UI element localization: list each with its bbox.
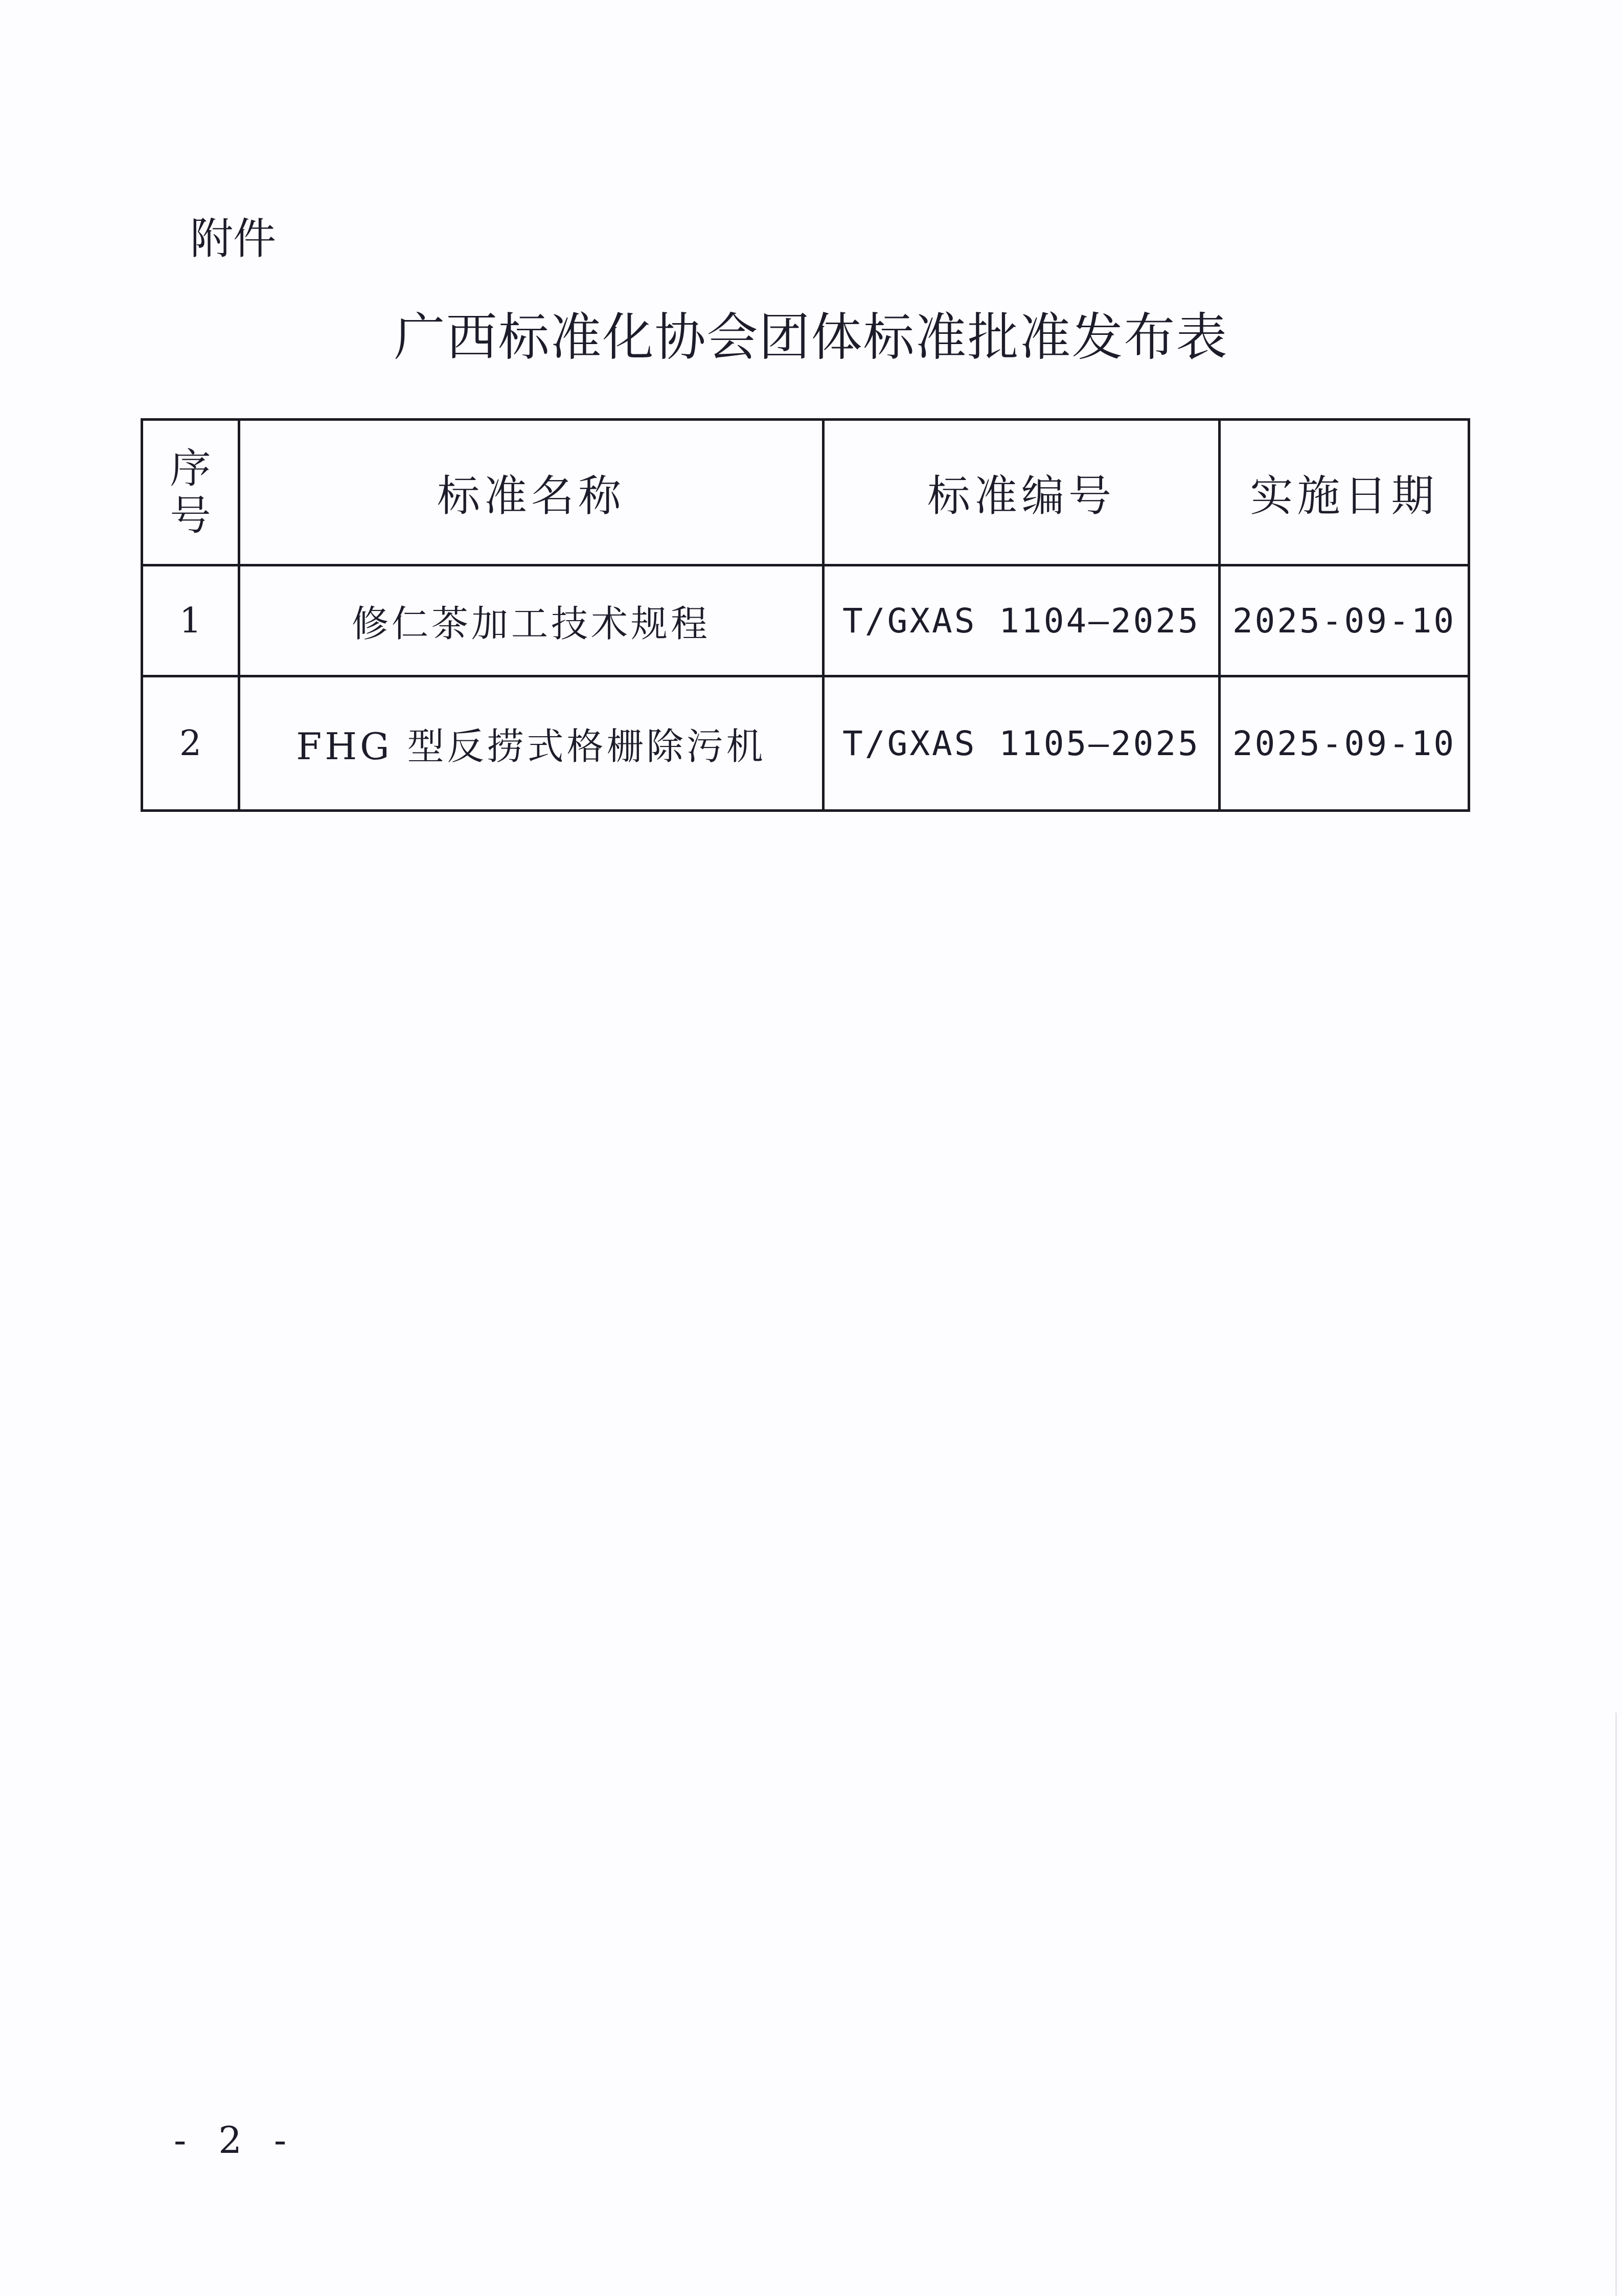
- row-seq: 2: [142, 676, 239, 811]
- row-standard-name: FHG 型反捞式格栅除污机: [239, 676, 824, 811]
- header-seq-line2: 号: [170, 492, 211, 539]
- row-standard-code: T/GXAS 1105—2025: [824, 676, 1220, 811]
- header-seq: [142, 420, 239, 565]
- document-title: 广西标准化协会团体标准批准发布表: [394, 307, 1228, 367]
- header-standard-code: 标准编号: [824, 420, 1220, 565]
- row-implementation-date: 2025-09-10: [1220, 676, 1469, 811]
- attachment-label: 附件: [190, 214, 277, 264]
- header-implementation-date: 实施日期: [1220, 420, 1469, 565]
- row-standard-name: 修仁茶加工技术规程: [239, 565, 824, 676]
- table-row: [142, 676, 1469, 811]
- header-standard-name: 标准名称: [239, 420, 824, 565]
- table-row: [142, 565, 1469, 676]
- row-standard-code: T/GXAS 1104—2025: [824, 565, 1220, 676]
- header-seq-line1: 序: [170, 445, 211, 492]
- row-seq: 1: [142, 565, 239, 676]
- scan-edge-line: [1615, 1713, 1617, 2295]
- row-implementation-date: 2025-09-10: [1220, 565, 1469, 676]
- table-header-row: [142, 420, 1469, 565]
- page-number: - 2 -: [174, 2119, 297, 2162]
- standards-table: [141, 418, 1470, 812]
